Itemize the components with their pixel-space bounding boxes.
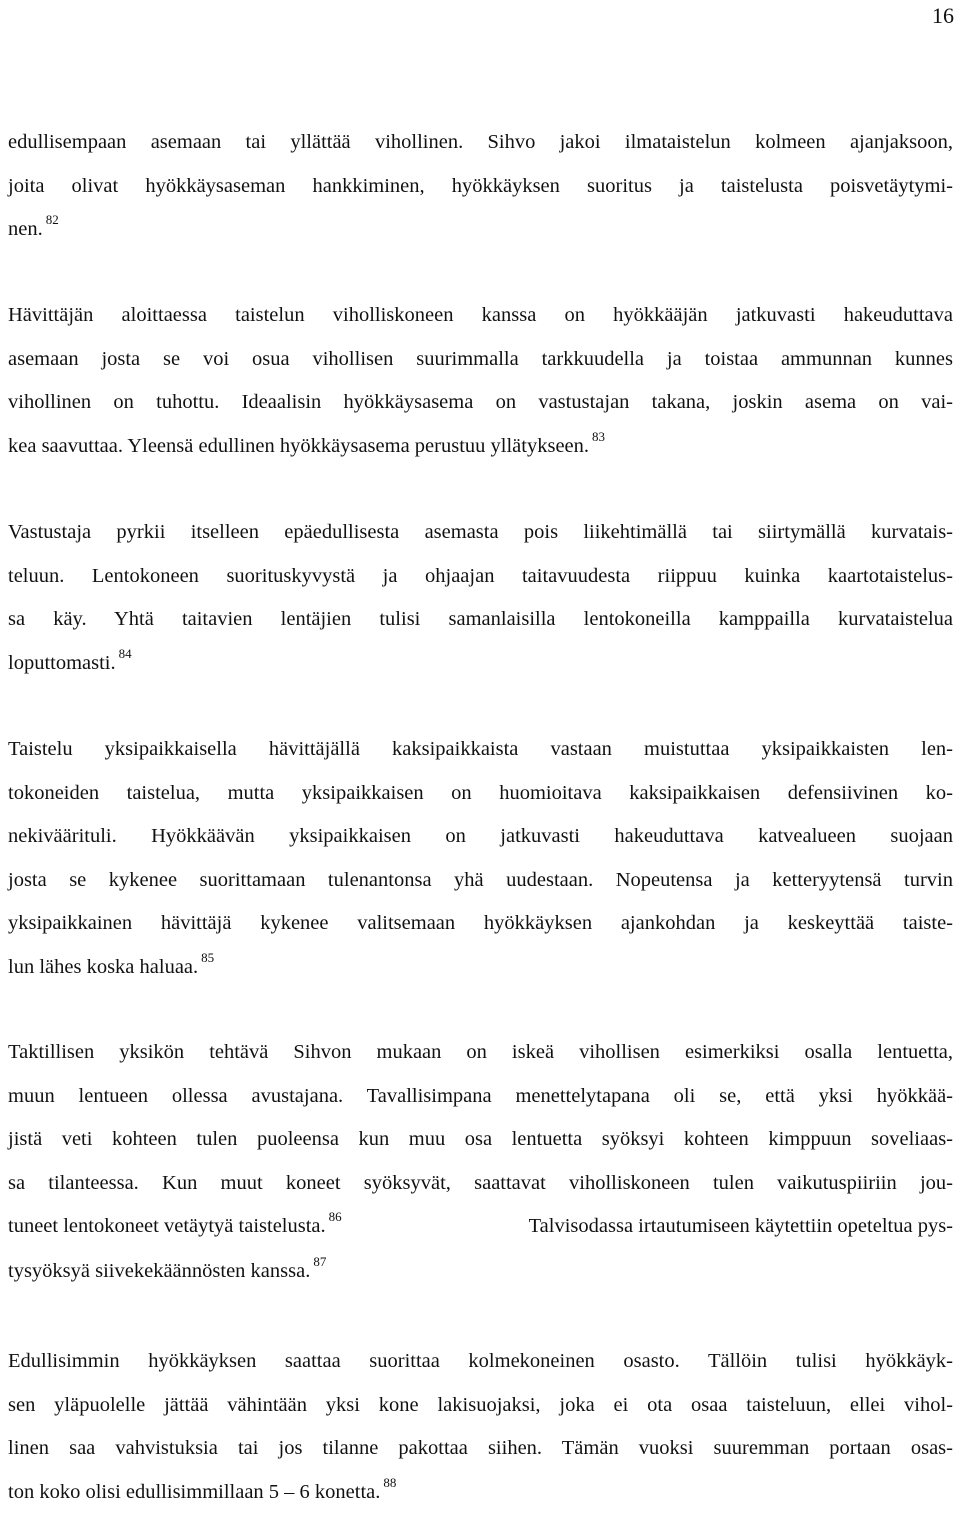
footnote-marker: 85 — [201, 950, 214, 965]
paragraph-5 — [8, 1031, 953, 1294]
text-line: Taktillisen yksikön tehtävä Sihvon mukaan on iskeä vihollisen esimerkiksi osalla lentuetta, — [8, 1031, 953, 1075]
text-line: vihollinen on tuhottu. Ideaalisin hyökkäysasema on vastustajan takana, joskin asema on vai- — [8, 381, 953, 425]
text-fragment — [8, 1205, 342, 1250]
text-line: Taistelu yksipaikkaisella hävittäjällä kaksipaikkaista vastaan muistuttaa yksipaikkaisten len- — [8, 728, 953, 772]
text-line: nekiväärituli. Hyökkäävän yksipaikkaisen on jatkuvasti hakeuduttava katvealueen suojaan — [8, 815, 953, 859]
text-line: jistä veti kohteen tulen puoleensa kun muu osa lentuetta syöksyi kohteen kimppuun soveliaas- — [8, 1118, 953, 1162]
text-line: linen saa vahvistuksia tai jos tilanne pakottaa siihen. Tämän vuoksi suuremman portaan osas- — [8, 1427, 953, 1471]
text-line: Hävittäjän aloittaessa taistelun viholliskoneen kanssa on hyökkääjän jatkuvasti hakeuduttava — [8, 294, 953, 338]
text-fragment-before: tuneet lentokoneet vetäytyä taistelusta. — [8, 1215, 326, 1237]
text-fragment: ton koko olisi edullisimmillaan 5 – 6 konetta. — [8, 1481, 380, 1503]
text-line — [8, 425, 953, 470]
text-fragment-after: Talvisodassa irtautumiseen käytettiin opeteltua pys- — [529, 1205, 953, 1249]
text-line — [8, 642, 953, 687]
text-fragment: loputtomasti. — [8, 652, 116, 674]
footnote-marker: 83 — [592, 429, 605, 444]
text-line: sen yläpuolelle jättää vähintään yksi kone lakisuojaksi, joka ei ota osaa taisteluun, ellei vihol- — [8, 1384, 953, 1428]
text-fragment: nen. — [8, 218, 43, 240]
paragraph-2 — [8, 294, 953, 469]
paragraph-4 — [8, 728, 953, 990]
text-fragment: tysyöksyä siivekekäännösten kanssa. — [8, 1260, 310, 1282]
paragraph-6 — [8, 1340, 953, 1515]
footnote-marker: 88 — [383, 1475, 396, 1490]
text-line: yksipaikkainen hävittäjä kykenee valitsemaan hyökkäyksen ajankohdan ja keskeyttää taiste- — [8, 902, 953, 946]
text-line — [8, 1205, 953, 1250]
paragraph-3 — [8, 511, 953, 686]
text-line: Edullisimmin hyökkäyksen saattaa suorittaa kolmekoneinen osasto. Tällöin tulisi hyökkäyk- — [8, 1340, 953, 1384]
page-number: 16 — [932, 2, 954, 30]
text-line: muun lentueen ollessa avustajana. Tavallisimpana menettelytapana oli se, että yksi hyökkää- — [8, 1075, 953, 1119]
text-line: asemaan josta se voi osua vihollisen suurimmalla tarkkuudella ja toistaa ammunnan kunnes — [8, 338, 953, 382]
text-line — [8, 1471, 953, 1515]
text-line: joita olivat hyökkäysaseman hankkiminen, hyökkäyksen suoritus ja taistelusta poisvetäytymi- — [8, 165, 953, 209]
text-line: tokoneiden taistelua, mutta yksipaikkaisen on huomioitava kaksipaikkaisen defensiivinen ko- — [8, 772, 953, 816]
text-line: teluun. Lentokoneen suorituskyvystä ja ohjaajan taitavuudesta riippuu kuinka kaartotaistelus- — [8, 555, 953, 599]
footnote-marker: 84 — [119, 646, 132, 661]
text-line — [8, 1250, 953, 1295]
footnote-marker: 86 — [329, 1209, 342, 1224]
footnote-marker: 87 — [313, 1254, 326, 1269]
text-line: sa käy. Yhtä taitavien lentäjien tulisi samanlaisilla lentokoneilla kamppailla kurvataistelua — [8, 598, 953, 642]
text-fragment: lun lähes koska haluaa. — [8, 956, 198, 978]
text-line: josta se kykenee suorittamaan tulenantonsa yhä uudestaan. Nopeutensa ja ketteryytensä turvin — [8, 859, 953, 903]
text-fragment: kea saavuttaa. Yleensä edullinen hyökkäysasema perustuu yllätykseen. — [8, 435, 589, 457]
text-line: sa tilanteessa. Kun muut koneet syöksyvät, saattavat viholliskoneen tulen vaikutuspiiriin jou- — [8, 1162, 953, 1206]
text-line — [8, 946, 953, 991]
footnote-marker: 82 — [46, 212, 59, 227]
paragraph-1 — [8, 121, 953, 253]
text-line: edullisempaan asemaan tai yllättää vihollinen. Sihvo jakoi ilmataistelun kolmeen ajanjaksoon, — [8, 121, 953, 165]
text-line: Vastustaja pyrkii itselleen epäedullisesta asemasta pois liikehtimällä tai siirtymällä kurvatais- — [8, 511, 953, 555]
text-line — [8, 208, 953, 253]
